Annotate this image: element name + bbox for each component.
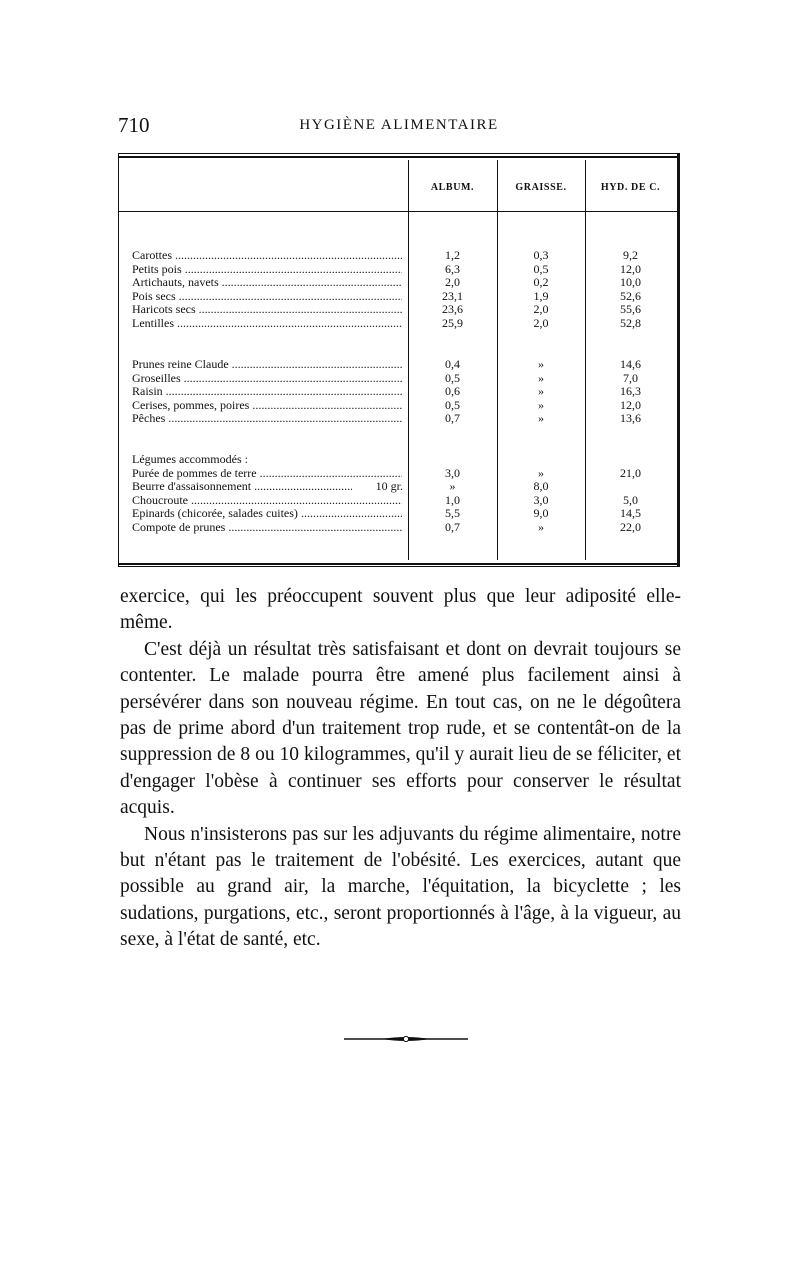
carbs-value: 7,0 xyxy=(623,370,638,385)
group-title-row xyxy=(119,453,677,467)
row-label: Groseilles ..... xyxy=(132,372,402,386)
albumin-value: 0,7 xyxy=(445,519,460,534)
row-label: Choucroute ..... xyxy=(132,494,402,508)
table-row xyxy=(119,358,677,372)
row-label: Pois secs ..... xyxy=(132,290,402,304)
body-text xyxy=(120,584,681,954)
albumin-value: 1,0 xyxy=(445,492,460,507)
table-group-fruits xyxy=(119,358,677,426)
table-row xyxy=(119,290,677,304)
carbs-value: 13,6 xyxy=(620,411,641,425)
table-row xyxy=(119,263,677,277)
carbs-value: 21,0 xyxy=(620,465,641,480)
albumin-value: 6,3 xyxy=(445,261,460,276)
page-header xyxy=(118,113,680,143)
column-header-fat: GRAISSE. xyxy=(515,182,567,193)
albumin-value: 0,4 xyxy=(445,357,460,371)
row-label: Pêches ..... xyxy=(132,412,402,426)
row-label: Petits pois ..... xyxy=(132,263,402,277)
fat-value: » xyxy=(538,411,544,425)
table-row xyxy=(119,399,677,413)
row-label: Compote de prunes ..... xyxy=(132,521,402,535)
fat-value: 2,0 xyxy=(533,315,549,330)
carbs-value: 14,5 xyxy=(620,506,641,520)
group-title: Légumes accommodés : xyxy=(132,453,248,466)
carbs-value: 14,6 xyxy=(620,357,641,371)
carbs-value: 12,0 xyxy=(620,261,641,276)
table-header-rule xyxy=(119,211,677,212)
fat-value: 2,0 xyxy=(533,302,549,316)
table-row xyxy=(119,372,677,386)
row-label: Carottes ..... xyxy=(132,249,402,263)
albumin-value: 23,1 xyxy=(442,288,463,303)
paragraph: C'est déjà un résultat très satisfaisant et dont on devrait toujours se contenter. Le malade pourra être amené plus facilement ainsi à persévérer dans son nouveau régime. En tout cas, on ne le dégoûtera pas de prime abord d'un traitement trop rude, et se contentât-on de la suppression de 8 ou 10 kilogrammes, qu'il y aurait lieu de se féliciter, et d'engager l'obèse à continuer ses efforts pour conserver le résultat acquis. xyxy=(120,638,681,819)
table-row xyxy=(119,467,677,481)
table-row xyxy=(119,303,677,317)
carbs-value: 12,0 xyxy=(620,397,641,412)
albumin-value: » xyxy=(449,479,456,493)
row-label: Lentilles ..... xyxy=(132,317,402,331)
carbs-value: 22,0 xyxy=(620,519,641,534)
carbs-value: 5,0 xyxy=(623,492,638,507)
row-label: Purée de pommes de terre ..... xyxy=(132,467,402,481)
carbs-value: 9,2 xyxy=(623,248,638,262)
row-label: Artichauts, navets ..... xyxy=(132,276,402,290)
table-bottom-rule xyxy=(119,563,677,565)
fat-value: 3,0 xyxy=(533,492,549,507)
table-top-rule xyxy=(119,156,677,158)
nutrition-table xyxy=(118,153,680,567)
carbs-value: 16,3 xyxy=(620,384,641,398)
table-row xyxy=(119,249,677,263)
row-label: Haricots secs ..... xyxy=(132,303,402,317)
fat-value: » xyxy=(538,357,544,371)
fat-value: » xyxy=(538,370,544,385)
page-number: 710 xyxy=(118,113,150,137)
table-row xyxy=(119,385,677,399)
paragraph: Nous n'insisterons pas sur les adjuvants du régime alimentaire, notre but n'étant pas le traitement de l'obésité. Les exercices, autant que possible au grand air, la marche, l'équitation, la bicyclette ; les sudations, purgations, etc., seront proportionnés à l'âge, à la vigueur, au sexe, à l'état de santé, etc. xyxy=(120,823,681,951)
tailpiece-ornament-icon xyxy=(344,1035,468,1043)
table-row xyxy=(119,412,677,426)
fat-value: 1,9 xyxy=(533,288,549,303)
fat-value: 0,5 xyxy=(533,261,549,276)
row-label: Cerises, pommes, poires ..... xyxy=(132,399,402,413)
table-row xyxy=(119,521,677,535)
fat-value: » xyxy=(538,384,544,398)
table-row xyxy=(119,276,677,290)
paragraph: exercice, qui les préoccupent souvent plus que leur adiposité elle-même. xyxy=(120,586,681,634)
running-title: HYGIÈNE ALIMENTAIRE xyxy=(299,117,499,133)
column-header-albumin: ALBUM. xyxy=(430,182,475,193)
table-row xyxy=(119,494,677,508)
row-label: Epinards (chicorée, salades cuites) ..... xyxy=(132,507,402,521)
table-group-vegetables xyxy=(119,249,677,330)
column-header-carbs: HYD. DE C. xyxy=(600,182,661,193)
quantity-value: 10 gr. xyxy=(352,480,403,494)
carbs-value: 55,6 xyxy=(620,302,641,316)
albumin-value: 0,5 xyxy=(445,397,460,412)
albumin-value: 25,9 xyxy=(442,315,463,330)
fat-value: 9,0 xyxy=(533,506,549,520)
carbs-value: 10,0 xyxy=(620,275,641,289)
table-group-prepared xyxy=(119,453,677,534)
fat-value: 0,2 xyxy=(533,275,549,289)
albumin-value: 3,0 xyxy=(445,465,460,480)
carbs-value: 52,8 xyxy=(620,315,641,330)
table-row xyxy=(119,480,677,494)
carbs-value: 52,6 xyxy=(620,288,641,303)
fat-value: 8,0 xyxy=(533,479,549,493)
row-label: Prunes reine Claude ..... xyxy=(132,358,402,372)
albumin-value: 0,5 xyxy=(445,370,460,385)
fat-value: 0,3 xyxy=(533,248,549,262)
fat-value: » xyxy=(538,519,544,534)
albumin-value: 1,2 xyxy=(445,248,460,262)
row-label: Raisin ..... xyxy=(132,385,402,399)
table-row xyxy=(119,507,677,521)
table-row xyxy=(119,317,677,331)
fat-value: » xyxy=(538,465,544,480)
row-label: Beurre d'assaisonnement ..... xyxy=(132,480,402,494)
albumin-value: 5,5 xyxy=(445,506,460,520)
albumin-value: 0,6 xyxy=(445,384,460,398)
albumin-value: 23,6 xyxy=(442,302,463,316)
albumin-value: 2,0 xyxy=(445,275,460,289)
albumin-value: 0,7 xyxy=(445,411,460,425)
fat-value: » xyxy=(538,397,544,412)
